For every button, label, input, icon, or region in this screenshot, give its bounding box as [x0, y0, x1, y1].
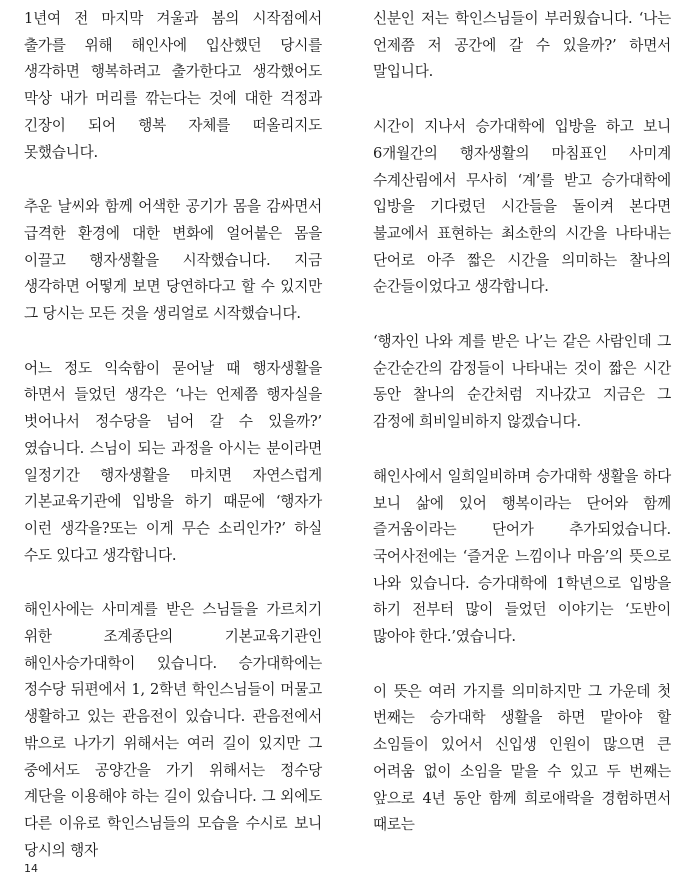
paragraph: 1년여 전 마지막 겨울과 봄의 시작점에서 출가를 위해 해인사에 입산했던 당시를 생각하면 행복하려고 출가한다고 생각했어도 막상 내가 머리를 깎는다는 것에 대한 걱정과 긴장이 되어 행복 자체를 떠올리지도 못했습니다. — [24, 10, 322, 161]
left-column — [24, 6, 322, 892]
paragraph: 신분인 저는 학인스님들이 부러웠습니다. ‘나는 언제쯤 저 공간에 갈 수 있을까?’ 하면서 말입니다. — [373, 10, 671, 81]
paragraph: ‘행자인 나와 계를 받은 나’는 같은 사람인데 그 순간순간의 감정들이 나타내는 것이 짧은 시간 동안 찰나의 순간처럼 지나갔고 지금은 그 감정에 희비일비하지 않겠습니다. — [373, 333, 671, 431]
paragraph: 이 뜻은 여러 가지를 의미하지만 그 가운데 첫 번째는 승가대학 생활을 하면 맡아야 할 소임들이 있어서 신입생 인원이 많으면 큰 어려움 없이 소임을 맡을 수 있고 두 번째는 앞으로 4년 동안 함께 희로애락을 경험하면서 때로는 — [373, 682, 671, 834]
paragraph: 시간이 지나서 승가대학에 입방을 하고 보니 6개월간의 행자생활의 마침표인 사미계 수계산림에서 무사히 ‘계’를 받고 승가대학에 입방을 기다렸던 시간들을 돌이켜 본다면 불교에서 표현하는 최소한의 시간을 나타내는 단어로 아주 짧은 시간을 의미하는 찰나의 순간들이었다고 생각합니다. — [373, 118, 671, 296]
right-column — [373, 6, 671, 867]
paragraph: 추운 날씨와 함께 어색한 공기가 몸을 감싸면서 급격한 환경에 대한 변화에 얼어붙은 몸을 이끌고 행자생활을 시작했습니다. 지금 생각하면 어떻게 보면 당연하다고 할 수 있지만 그 당시는 모든 것을 생리얼로 시작했습니다. — [24, 198, 322, 323]
paragraph: 해인사에는 사미계를 받은 스님들을 가르치기 위한 조계종단의 기본교육기관인 해인사승가대학이 있습니다. 승가대학에는 정수당 뒤편에서 1, 2학년 학인스님들이 머물고 생활하고 있는 관음전이 있습니다. 관음전에서 밖으로 나가기 위해서는 여러 길이 있지만 그 중에서도 공양간을 가기 위해서는 정수당 계단을 이용해야 하는 길이 있습니다. 그 외에도 다른 이유로 학인스님들의 모습을 수시로 보니 당시의 행자 — [24, 601, 322, 859]
paragraph: 해인사에서 일희일비하며 승가대학 생활을 하다 보니 삶에 있어 행복이라는 단어와 함께 즐거움이라는 단어가 추가되었습니다. 국어사전에는 ‘즐거운 느낌이나 마음’의 뜻으로 나와 있습니다. 승가대학에 1학년으로 입방을 하기 전부터 많이 들었던 이야기는 ‘도반이 많아야 한다.’였습니다. — [373, 467, 671, 646]
page-number: 14 — [24, 862, 38, 875]
paragraph: 어느 정도 익숙함이 묻어날 때 행자생활을 하면서 들었던 생각은 ‘나는 언제쯤 행자실을 벗어나서 정수당을 넘어 갈 수 있을까?’ 였습니다. 스님이 되는 과정을 아시는 분이라면 일정기간 행자생활을 마치면 자연스럽게 기본교육기관에 입방을 하기 때문에 ‘행자가 이런 생각을?또는 이게 무슨 소리인가?’ 하실 수도 있다고 생각합니다. — [24, 359, 322, 564]
